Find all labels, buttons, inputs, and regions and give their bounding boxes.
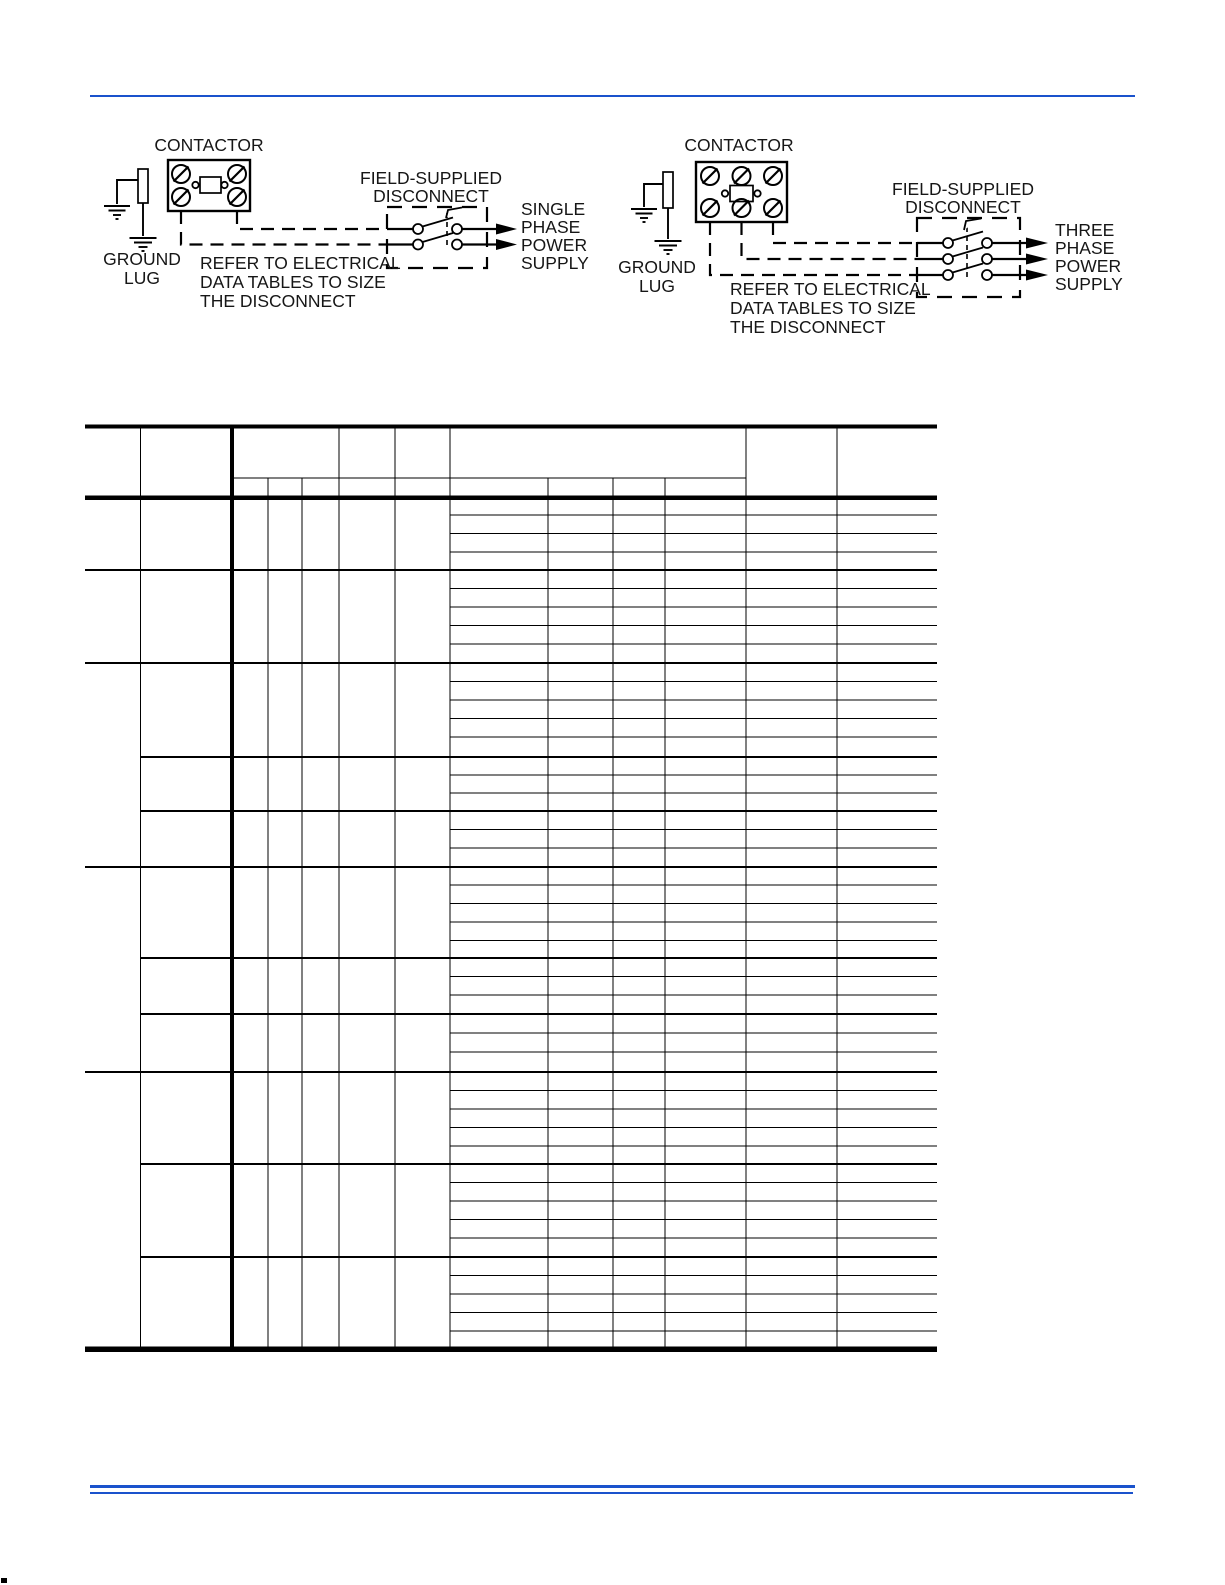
supply-label-line3: POWER (521, 235, 588, 255)
ground-lug-symbol (631, 172, 682, 254)
disconnect-label-line2: DISCONNECT (905, 197, 1021, 217)
disconnect-label-line1: FIELD-SUPPLIED (892, 179, 1034, 199)
supply-label-line1: SINGLE (521, 199, 586, 219)
contactor-label: CONTACTOR (154, 135, 264, 155)
ground-lug-label-line1: GROUND (103, 249, 181, 269)
wiring-diagrams (0, 0, 1225, 400)
single-phase-wiring-diagram (103, 135, 589, 311)
supply-label-line4: SUPPLY (1055, 274, 1123, 294)
bottom-divider-rule-thin (90, 1492, 1133, 1494)
note-line2: DATA TABLES TO SIZE (200, 272, 386, 292)
disconnect-switch-symbol (917, 218, 1048, 297)
supply-label-line2: PHASE (521, 217, 581, 237)
ground-lug-label-line2: LUG (124, 268, 160, 288)
supply-label-line4: SUPPLY (521, 253, 589, 273)
contactor-symbol (168, 160, 250, 211)
disconnect-switch-symbol (387, 207, 517, 268)
phase-arrow-icon (1026, 254, 1048, 265)
ground-lug-label-line1: GROUND (618, 257, 696, 277)
note-line3: THE DISCONNECT (200, 291, 356, 311)
power-wire-l1 (237, 211, 387, 229)
phase-arrow-icon (496, 239, 517, 250)
supply-label-line1: THREE (1055, 220, 1115, 240)
three-phase-wiring-diagram (618, 135, 1123, 337)
note-line2: DATA TABLES TO SIZE (730, 298, 916, 318)
note-line1: REFER TO ELECTRICAL (200, 253, 401, 273)
ground-lug-symbol (104, 169, 157, 251)
power-wire-l1 (773, 222, 917, 243)
phase-arrow-icon (1026, 270, 1048, 281)
supply-label-line3: POWER (1055, 256, 1122, 276)
bottom-divider-rule-thick (90, 1485, 1135, 1488)
power-wire-l2 (181, 211, 387, 245)
supply-label-line2: PHASE (1055, 238, 1115, 258)
page-corner-mark (1, 1578, 7, 1583)
disconnect-label-line1: FIELD-SUPPLIED (360, 168, 502, 188)
electrical-data-table-grid (0, 400, 1225, 1400)
contactor-label: CONTACTOR (684, 135, 794, 155)
ground-lug-label-line2: LUG (639, 276, 675, 296)
note-line1: REFER TO ELECTRICAL (730, 279, 931, 299)
phase-arrow-icon (1026, 238, 1048, 249)
note-line3: THE DISCONNECT (730, 317, 886, 337)
power-wire-l2 (742, 222, 918, 259)
contactor-symbol (696, 162, 787, 222)
disconnect-label-line2: DISCONNECT (373, 186, 489, 206)
phase-arrow-icon (496, 224, 517, 235)
